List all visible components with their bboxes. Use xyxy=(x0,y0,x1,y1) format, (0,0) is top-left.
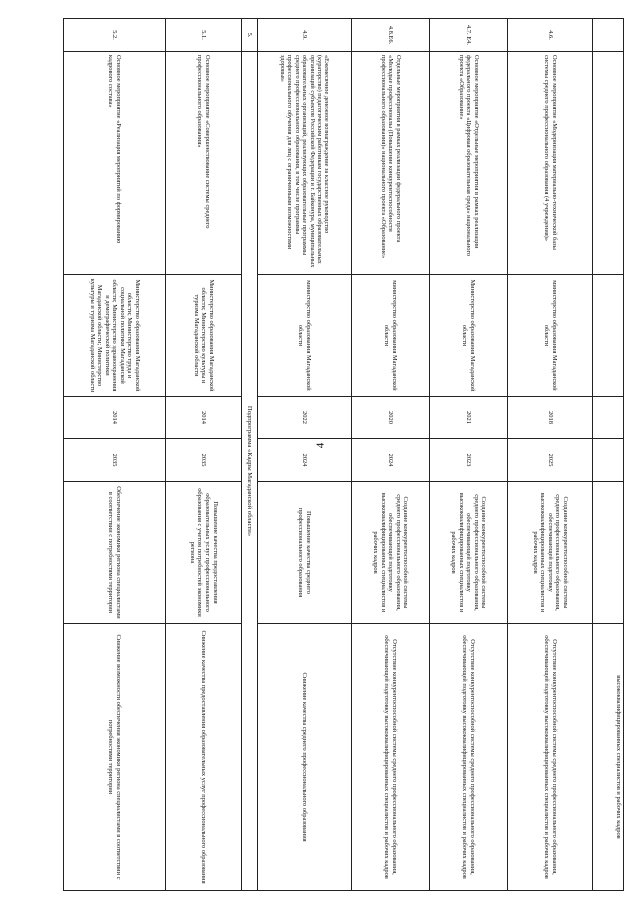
start-year-cell: 2022 xyxy=(258,397,352,439)
table-row xyxy=(166,19,242,891)
end-year-cell: 2025 xyxy=(508,439,593,482)
event-cell xyxy=(593,52,624,275)
table-row xyxy=(64,19,166,891)
result-cell xyxy=(593,482,624,624)
executor-cell: министерство образования Магаданской области xyxy=(258,275,352,397)
row-number: 4.6. xyxy=(508,19,593,52)
result-cell: Повышение качества предоставления образовательных услуг профессионального образования с учетом потребностей экономики региона xyxy=(166,482,242,624)
row-number xyxy=(593,19,624,52)
end-year-cell: 2024 xyxy=(258,439,352,482)
result-cell: Повышение качества среднего профессионального образования xyxy=(258,482,352,624)
activities-table xyxy=(63,18,624,891)
row-number: 4.8.Е6. xyxy=(352,19,430,52)
consequence-cell: Отсутствие конкурентоспособной системы среднего профессионального образования, обеспечивающей подготовку высококвалифицированных специалистов и рабочих кадров xyxy=(430,624,508,891)
executor-cell xyxy=(593,275,624,397)
row-number: 4.7. Е4. xyxy=(430,19,508,52)
consequence-cell: Снижение возможности обеспечения экономики региона специалистами в соответствии с потребностями территории xyxy=(64,624,166,891)
end-year-cell xyxy=(593,439,624,482)
row-number: 5.1. xyxy=(166,19,242,52)
executor-cell: министерство образования Магаданской области xyxy=(352,275,430,397)
start-year-cell: 2018 xyxy=(508,397,593,439)
event-cell: Основное мероприятие «Модернизация материально-технической базы системы среднего профессионального образования (4 учреждения)» xyxy=(508,52,593,275)
table-row xyxy=(352,19,430,891)
start-year-cell xyxy=(593,397,624,439)
rotated-table-container xyxy=(64,18,624,890)
consequence-cell: Отсутствие конкурентоспособной системы среднего профессионального образования, обеспечивающей подготовку высококвалифицированных специалистов и рабочих кадров xyxy=(352,624,430,891)
executor-cell: Министерство образования Магаданской области; Министерство труда и социальной политики Магаданской области; Министерство здравоохранения и демографической политики Магаданской области; Министерство культуры и туризма Магаданской области xyxy=(64,275,166,397)
result-cell: Создание конкурентоспособной системы среднего профессионального образования, обеспечивающей подготовку высококвалифицированных специалистов и рабочих кадров xyxy=(352,482,430,624)
start-year-cell: 2021 xyxy=(430,397,508,439)
consequence-cell: Снижение качества предоставления образовательных услуг профессионального образования xyxy=(166,624,242,891)
consequence-cell: Отсутствие конкурентоспособной системы среднего профессионального образования, обеспечивающей подготовку высококвалифицированных специалистов и рабочих кадров xyxy=(508,624,593,891)
end-year-cell: 2035 xyxy=(166,439,242,482)
row-number: 4.9. xyxy=(258,19,352,52)
end-year-cell: 2023 xyxy=(430,439,508,482)
row-number: 5.2. xyxy=(64,19,166,52)
event-cell: Основное мероприятие «Совершенствование системы среднего профессионального образования» xyxy=(166,52,242,275)
end-year-cell: 2024 xyxy=(352,439,430,482)
executor-cell: Министерство образования Магаданской области; Министерство культуры и туризма Магаданской области xyxy=(166,275,242,397)
executor-cell: Министерство образования Магаданской области xyxy=(430,275,508,397)
event-cell: Отдельные мероприятия в рамках реализации федерального проекта «Молодые профессионалы (Повышение конкурентоспособности профессионального образования)» национального проекта «Образование» xyxy=(352,52,430,275)
table-row xyxy=(430,19,508,891)
subprogram-title: Подпрограмма «Кадры Магаданской области» xyxy=(242,52,258,891)
event-cell: Основное мероприятие «Отдельные мероприятия в рамках реализации федерального проекта «Цифровая образовательная среда» национального проекта «Образование» xyxy=(430,52,508,275)
executor-cell: министерство образования Магаданской области xyxy=(508,275,593,397)
table-row xyxy=(508,19,593,891)
table-row xyxy=(258,19,352,891)
consequence-cell: Снижение качества среднего профессионального образования xyxy=(258,624,352,891)
result-cell: Обеспечение экономики региона специалистами в соответствии с потребностями территории xyxy=(64,482,166,624)
row-number: 5. xyxy=(242,19,258,52)
start-year-cell: 2014 xyxy=(166,397,242,439)
event-cell: Основное мероприятие «Реализация мероприятий по формированию кадрового состава» xyxy=(64,52,166,275)
end-year-cell: 2035 xyxy=(64,439,166,482)
table-row xyxy=(593,19,624,891)
subprogram-row xyxy=(242,19,258,891)
result-cell: Создание конкурентоспособной системы среднего профессионального образования, обеспечивающей подготовку высококвалифицированных специалистов и рабочих кадров xyxy=(430,482,508,624)
event-cell: «Ежемесячное денежное вознаграждение за классное руководство (кураторство) педагогическим работникам государственных образовательных организаций субъектов Российской Федерации и г. Байконура, муниципальных образовательных организаций, реализующих образовательные программы среднего профессионального образования, в том числе программы профессионального обучения для лиц с ограниченными возможностями здоровья» xyxy=(258,52,352,275)
page-number: 4 xyxy=(314,442,327,449)
start-year-cell: 2020 xyxy=(352,397,430,439)
consequence-cell: высококвалифицированных специалистов и рабочих кадров xyxy=(593,624,624,891)
start-year-cell: 2014 xyxy=(64,397,166,439)
result-cell: Создание конкурентоспособной системы среднего профессионального образования, обеспечивающей подготовку высококвалифицированных специалистов и рабочих кадров xyxy=(508,482,593,624)
